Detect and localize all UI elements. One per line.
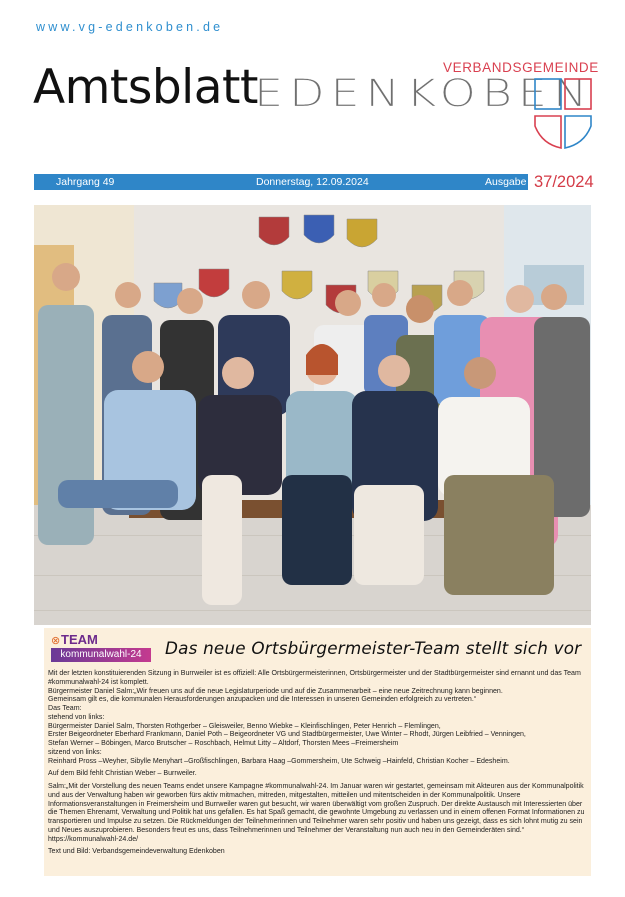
volume-label: Jahrgang 49 [56, 176, 115, 188]
website-link[interactable]: www.vg-edenkoben.de [36, 20, 224, 34]
badge-kommunalwahl-text: kommunalwahl-24 [51, 648, 151, 662]
article-paragraph: Auf dem Bild fehlt Christian Weber – Burrweiler. [48, 770, 197, 778]
issue-label: Ausgabe [485, 176, 527, 188]
article-paragraph: stehend von links: [48, 713, 105, 721]
issue-number: 37/2024 [534, 173, 594, 191]
article-paragraph: Bürgermeister Daniel Salm:„Wir freuen uns auf die neue Legislaturperiode und auf die Zusammenarbeit – eine neue Zeitrechnung kann beginnen. [48, 687, 503, 695]
article-paragraph: Das Team: [48, 705, 82, 712]
article-paragraph: Gemeinsam gilt es, die kommunalen Herausforderungen anzupacken und die Interessen in unseren Gemeinden erfolgreich zu vertreten.“ [48, 696, 477, 704]
date-label: Donnerstag, 12.09.2024 [256, 176, 369, 188]
kommunalwahl-badge [51, 632, 151, 664]
article-paragraph: Salm:„Mit der Vorstellung des neuen Teams endet unsere Kampagne #kommunalwahl-24. Im Januar waren wir gestartet, gemeinsam mit Akteuren aus der Kommunalpolitik und aus der Verwaltung haben wir geworben fürs aktiv mitmachen, mitreden, mitgestalten, mitteilen und mitentscheiden in der Kommunalpolitik. Unsere Informationsveranstaltungen in Freimersheim und Burrweiler waren gut besucht, wir waren überwältigt vom großen Zuspruch. Der direkte Austausch mit Interessierten über die Themen Ehrenamt, Verwaltung und Politik hat uns gefallen. Es hat Spaß gemacht, die gewohnte Umgebung zu verlassen und in einem offenen Format Informationen zu transportieren und Impulse zu setzen. Die Rückmeldungen der Teilnehmerinnen und Teilnehmer waren sehr positiv und haben uns gezeigt, dass es sich lohnt mutig zu sein und Neues auszuprobieren. Besonders freut es uns, dass Teilnehmerinnen und Teilnehmer der Veranstaltung nun auch neu in den Gemeinderäten sind.“ [48, 783, 585, 834]
vg-label: VERBANDSGEMEINDE [443, 60, 599, 75]
article-paragraph: Erster Beigeordneter Eberhard Frankmann, Daniel Poth – Beigeordneter VG und Stadtbürgermeister, Uwe Winter – Rhodt, Jürgen Leibfried – Venningen, [48, 731, 526, 739]
publication-title: Amtsblatt [33, 60, 258, 115]
article-credit: Text und Bild: Verbandsgemeindeverwaltung Edenkoben [48, 848, 225, 856]
article-headline: Das neue Ortsbürgermeister-Team stellt sich vor [165, 638, 582, 658]
article-paragraph: Mit der letzten konstituierenden Sitzung in Burrweiler ist es offiziell: Alle Ortsbürgermeisterinnen, Ortsbürgermeister und der Stadtbürgermeister sind ernannt und das Team #kommunalwahl-24 ist komplett. [48, 670, 581, 686]
article-panel [44, 628, 591, 876]
article-paragraph: sitzend von links: [48, 748, 102, 756]
article-paragraph: Stefan Werner – Böbingen, Marco Brutscher – Roschbach, Helmut Litty – Altdorf, Thorsten Mees –Freimersheim [48, 740, 399, 747]
group-photo [34, 205, 591, 625]
article-body [48, 670, 588, 857]
vg-name-logo: EDENKOBEN [254, 70, 594, 115]
info-bar [34, 174, 528, 190]
checkmark-icon: ⊗ [51, 635, 61, 647]
coat-of-arms-icon [534, 78, 592, 150]
badge-team-text: TEAM [61, 632, 98, 647]
article-paragraph: Bürgermeister Daniel Salm, Thorsten Rothgerber – Gleisweiler, Benno Wiebke – Kleinfischlingen, Peter Henrich – Flemlingen, [48, 722, 441, 730]
kommunalwahl-link[interactable]: https://kommunalwahl-24.de/ [48, 835, 139, 843]
article-paragraph: Reinhard Pross –Weyher, Sibylle Menyhart –Großfischlingen, Barbara Haag –Gommersheim, Ute Schweig –Hainfeld, Christian Kocher – Edesheim. [48, 757, 510, 765]
